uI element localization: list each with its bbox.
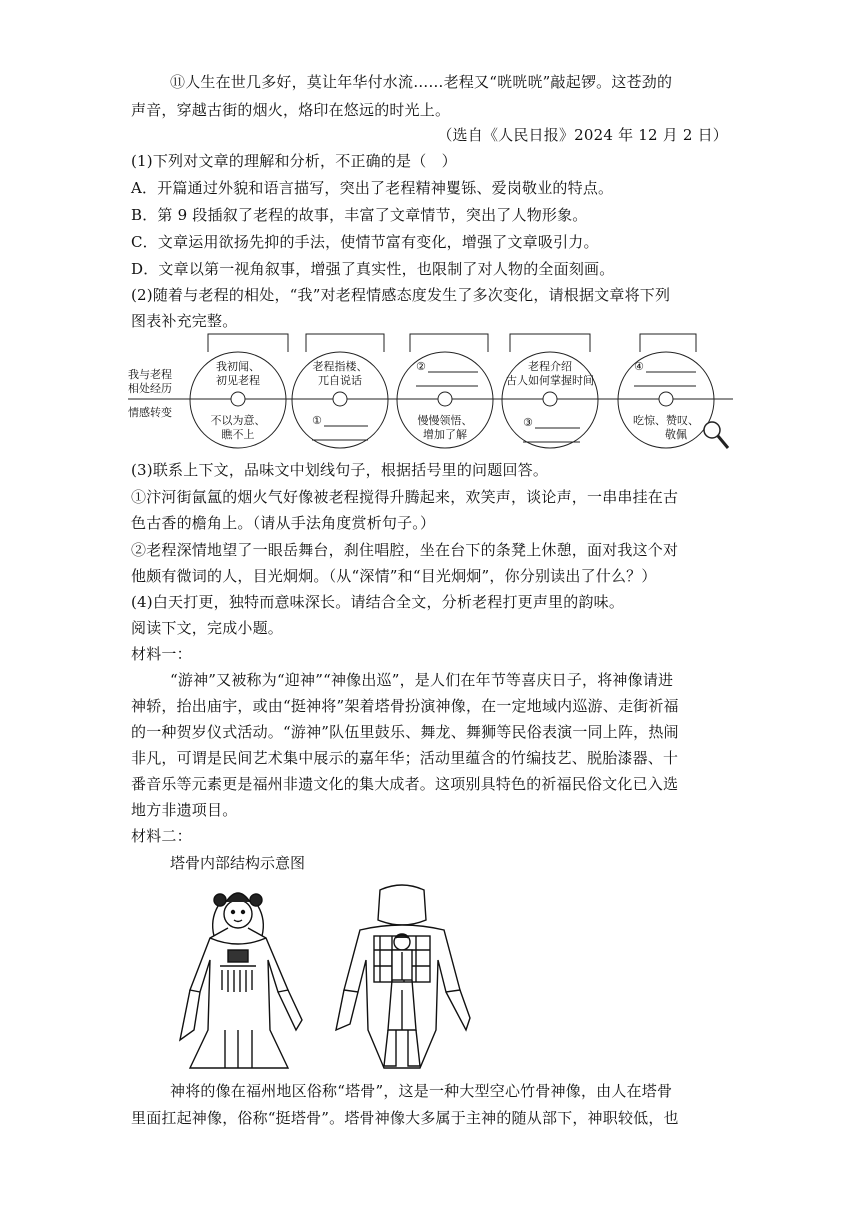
question-3-line: ①汴河街氤氲的烟火气好像被老程搅得升腾起来，欢笑声，谈论声，一串串挂在古 bbox=[131, 488, 679, 506]
node-4-bottom-1: ③ bbox=[523, 416, 533, 429]
node-1-bottom-2: 瞧不上 bbox=[221, 428, 255, 441]
question-4: (4)白天打更，独特而意味深长。请结合全文，分析老程打更声里的韵味。 bbox=[131, 593, 625, 611]
question-3-line: ②老程深情地望了一眼岳舞台，刹住唱腔，坐在台下的条凳上休憩，面对我这个对 bbox=[131, 541, 679, 559]
paragraph-line: 里面扛起神像，俗称“挺塔骨”。塔骨神像大多属于主神的随从部下，神职较低，也 bbox=[131, 1109, 679, 1127]
node-3-top-1: ② bbox=[416, 360, 426, 373]
figure-caption: 塔骨内部结构示意图 bbox=[170, 854, 306, 872]
node-5-top-1: ④ bbox=[634, 360, 644, 373]
option-b: B．第 9 段插叙了老程的故事，丰富了文章情节，突出了人物形象。 bbox=[131, 206, 588, 224]
material-1-line: 神轿，抬出庙宇，或由“挺神将”架着塔骨扮演神像，在一定地域内巡游、走街祈福 bbox=[131, 697, 679, 715]
question-3-stem: (3)联系上下文，品味文中划线句子，根据括号里的问题回答。 bbox=[131, 461, 549, 479]
diagram-node-5 bbox=[618, 334, 728, 448]
material-1-line: 非凡，可谓是民间艺术集中展示的嘉年华；活动里蕴含的竹编技艺、脱胎漆器、十 bbox=[131, 749, 679, 767]
question-3-line: 色古香的檐角上。（请从手法角度赏析句子。） bbox=[131, 514, 436, 532]
diagram-node-3 bbox=[397, 334, 493, 448]
option-d: D．文章以第一视角叙事，增强了真实性，也限制了对人物的全面刻画。 bbox=[131, 260, 615, 278]
tagu-structure-illustration bbox=[170, 880, 480, 1075]
person-inside-tagu-figure bbox=[336, 885, 470, 1068]
node-1-bottom-1: 不以为意、 bbox=[210, 414, 266, 427]
material-1-line: “游神”又被称为“迎神”“神像出巡”，是人们在年节等喜庆日子，将神像请进 bbox=[170, 671, 674, 689]
diagram-node-4 bbox=[502, 334, 598, 448]
question-3-line: 他颇有微词的人，目光炯炯。（从“深情”和“目光炯炯”，你分别读出了什么？） bbox=[131, 567, 657, 585]
material-1-heading: 材料一： bbox=[131, 645, 192, 663]
node-3-bottom-1: 慢慢领悟、 bbox=[417, 414, 473, 427]
node-5-bottom-2: 敬佩 bbox=[665, 428, 687, 441]
material-2-heading: 材料二： bbox=[131, 827, 192, 845]
reading-prompt: 阅读下文，完成小题。 bbox=[131, 619, 284, 637]
node-1-top-2: 初见老程 bbox=[216, 374, 260, 387]
paragraph-line: 神将的像在福州地区俗称“塔骨”，这是一种大型空心竹骨神像，由人在塔骨 bbox=[170, 1082, 673, 1100]
diagram-node-1 bbox=[190, 334, 288, 448]
node-2-bottom-1: ① bbox=[312, 414, 322, 427]
question-2-line: 图表补充完整。 bbox=[131, 312, 238, 330]
left-label-top-2: 相处经历 bbox=[128, 382, 172, 395]
node-3-bottom-2: 增加了解 bbox=[423, 428, 467, 441]
node-1-top-1: 我初闻、 bbox=[216, 360, 260, 373]
tagu-statue-figure bbox=[180, 893, 302, 1068]
material-1-line: 地方非遗项目。 bbox=[131, 801, 238, 819]
material-1-line: 的一种贺岁仪式活动。“游神”队伍里鼓乐、舞龙、舞狮等民俗表演一同上阵，热闹 bbox=[131, 723, 679, 741]
question-1-stem: (1)下列对文章的理解和分析，不正确的是（ ） bbox=[131, 152, 457, 170]
diagram-node-2 bbox=[292, 334, 388, 448]
material-1-line: 番音乐等元素更是福州非遗文化的集大成者。这项别具特色的祈福民俗文化已入选 bbox=[131, 775, 679, 793]
node-2-top-2: 兀自说话 bbox=[318, 374, 362, 387]
paragraph-line: ⑪人生在世几多好，莫让年华付水流……老程又“咣咣咣”敲起锣。这苍劲的 bbox=[170, 73, 673, 91]
left-label-top-1: 我与老程 bbox=[128, 368, 172, 381]
option-c: C．文章运用欲扬先抑的手法，使情节富有变化，增强了文章吸引力。 bbox=[131, 233, 599, 251]
node-2-top-1: 老程指楼、 bbox=[312, 360, 368, 373]
magnifier-icon bbox=[704, 422, 728, 448]
paragraph-line: 声音，穿越古街的烟火，烙印在悠远的时光上。 bbox=[131, 101, 451, 119]
node-5-bottom-1: 吃惊、赞叹、 bbox=[633, 414, 699, 427]
emotion-change-diagram bbox=[128, 332, 733, 457]
node-4-top-1: 老程介绍 bbox=[528, 360, 572, 373]
source-citation: （选自《人民日报》2024 年 12 月 2 日） bbox=[437, 126, 728, 144]
question-2-line: (2)随着与老程的相处，“我”对老程情感态度发生了多次变化，请根据文章将下列 bbox=[131, 286, 671, 304]
left-label-bottom: 情感转变 bbox=[128, 406, 172, 419]
node-4-top-2: 古人如何掌握时间 bbox=[506, 374, 594, 387]
option-a: A．开篇通过外貌和语言描写，突出了老程精神矍铄、爱岗敬业的特点。 bbox=[131, 179, 614, 197]
